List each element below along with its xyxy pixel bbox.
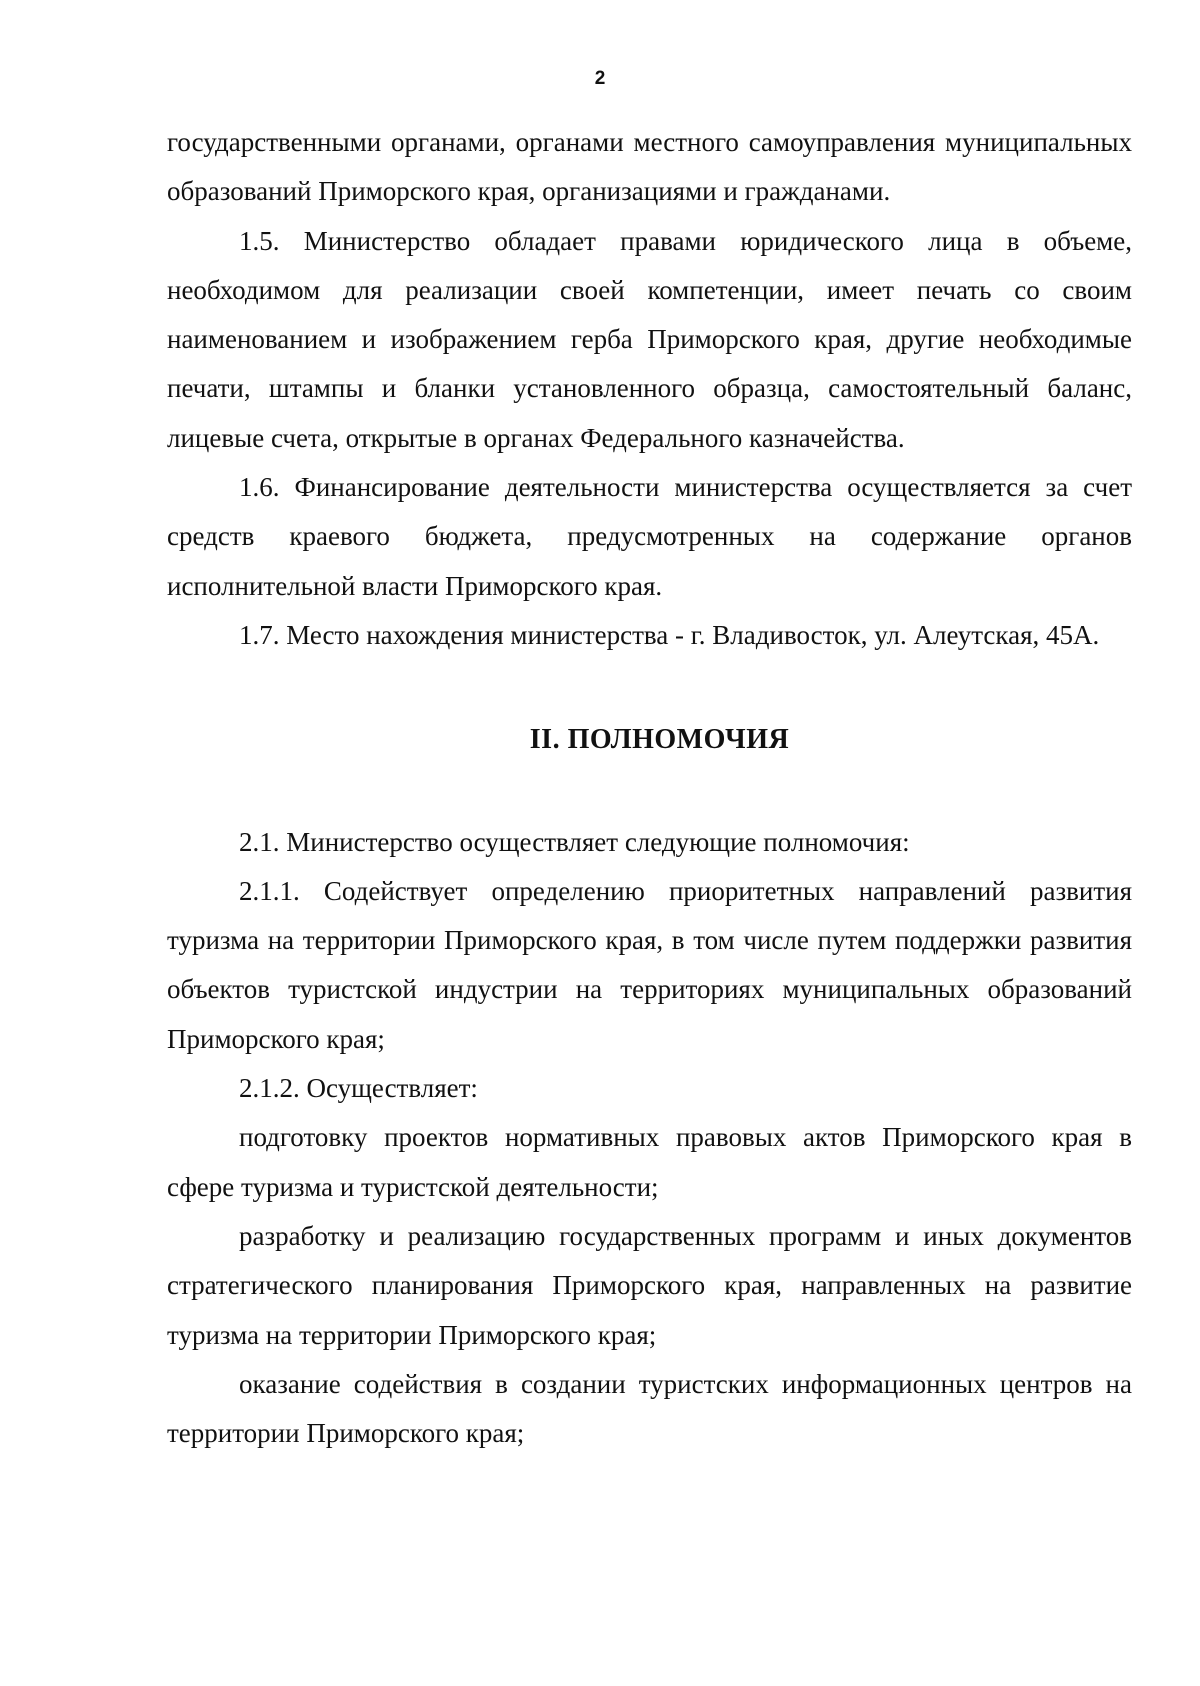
list-item: подготовку проектов нормативных правовых актов Приморского края в сфере туризма и туристской деятельности; xyxy=(167,1122,1132,1202)
document-body xyxy=(167,118,1132,1458)
paragraph-1-7: 1.7. Место нахождения министерства - г. Владивосток, ул. Алеутская, 45А. xyxy=(239,619,1100,650)
paragraph-2-1: 2.1. Министерство осуществляет следующие полномочия: xyxy=(239,826,910,857)
paragraph-1-6: 1.6. Финансирование деятельности министерства осуществляется за счет средств краевого бюджета, предусмотренных на содержание органов исполнительной власти Приморского края. xyxy=(167,472,1132,601)
paragraph-2-1-2: 2.1.2. Осуществляет: xyxy=(239,1073,478,1104)
paragraph-continuation: государственными органами, органами местного самоуправления муниципальных образований Приморского края, организациями и гражданами. xyxy=(167,127,1132,207)
section-heading: II. ПОЛНОМОЧИЯ xyxy=(529,724,790,756)
paragraph-1-5: 1.5. Министерство обладает правами юридического лица в объеме, необходимом для реализации своей компетенции, имеет печать со своим наименованием и изображением герба Приморского края, другие необходимые печати, штампы и бланки установленного образца, самостоятельный баланс, лицевые счета, открытые в органах Федерального казначейства. xyxy=(167,225,1132,453)
paragraph-2-1-1: 2.1.1. Содействует определению приоритетных направлений развития туризма на территории Приморского края, в том числе путем поддержки развития объектов туристской индустрии на территориях муниципальных образований Приморского края; xyxy=(167,875,1132,1054)
page-number: 2 xyxy=(594,68,606,89)
list-item: разработку и реализацию государственных программ и иных документов стратегического планирования Приморского края, направленных на развитие туризма на территории Приморского края; xyxy=(167,1220,1132,1350)
list-item: оказание содействия в создании туристских информационных центров на территории Приморского края; xyxy=(167,1368,1132,1449)
